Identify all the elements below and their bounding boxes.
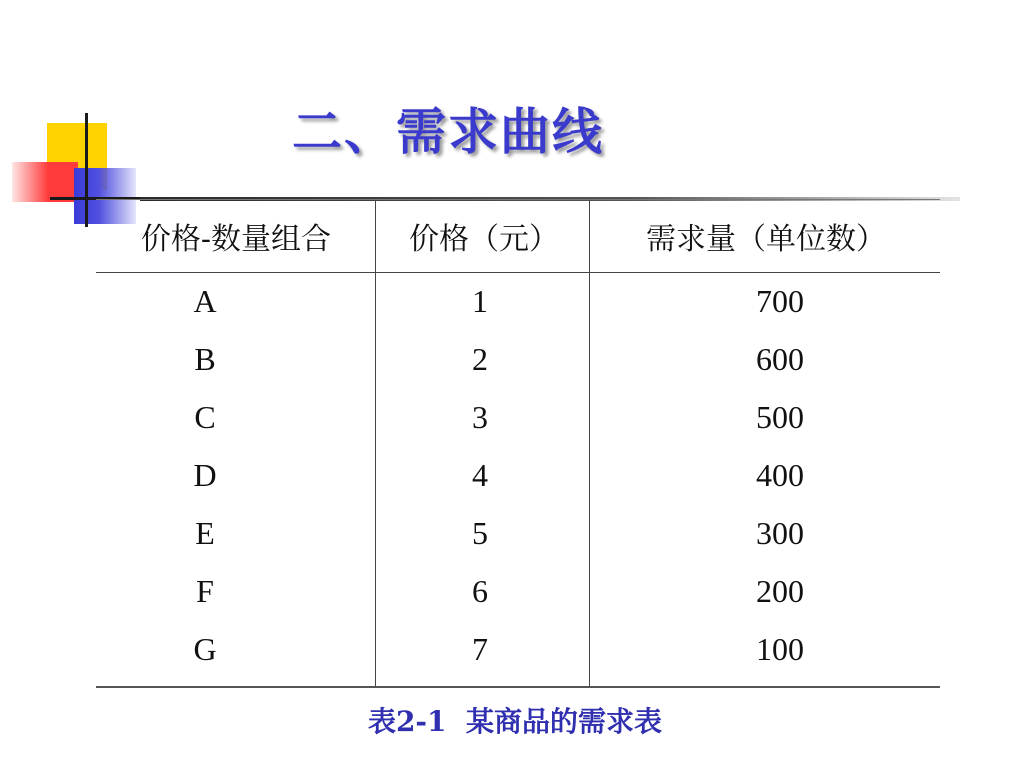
table-header-quantity: 需求量（单位数） xyxy=(646,222,886,257)
table-cell-combination: E xyxy=(195,515,215,551)
table-header-price: 价格（元） xyxy=(409,222,559,257)
table-row xyxy=(0,276,1024,334)
decorative-red-square xyxy=(12,162,78,202)
table-cell-quantity: 600 xyxy=(756,341,804,377)
table-cell-combination: F xyxy=(196,573,214,609)
table-cell-combination: D xyxy=(193,457,217,493)
table-cell-price: 3 xyxy=(472,399,488,435)
table-cell-price: 4 xyxy=(472,457,488,493)
table-cell-quantity: 300 xyxy=(756,515,804,551)
table-cell-quantity: 500 xyxy=(756,399,804,435)
table-cell-quantity: 200 xyxy=(756,573,804,609)
table-cell-price: 5 xyxy=(472,515,488,551)
table-cell-price: 6 xyxy=(472,573,488,609)
table-bottom-border xyxy=(96,686,940,688)
table-cell-combination: C xyxy=(194,399,216,435)
table-cell-combination: G xyxy=(193,631,217,667)
table-caption: 表2-1 某商品的需求表 xyxy=(367,705,663,738)
table-row xyxy=(0,624,1024,682)
table-top-border xyxy=(96,199,940,200)
table-header-combination: 价格-数量组合 xyxy=(140,222,332,257)
decorative-vertical-line xyxy=(85,113,88,227)
table-row xyxy=(0,334,1024,392)
table-row xyxy=(0,508,1024,566)
table-row xyxy=(0,392,1024,450)
table-row xyxy=(0,450,1024,508)
table-row xyxy=(0,566,1024,624)
table-cell-price: 1 xyxy=(472,283,488,319)
table-cell-quantity: 400 xyxy=(756,457,804,493)
table-body xyxy=(0,276,1024,682)
table-cell-combination: B xyxy=(194,341,216,377)
table-cell-price: 2 xyxy=(472,341,488,377)
table-header-border xyxy=(96,272,940,273)
table-cell-quantity: 700 xyxy=(756,283,804,319)
table-cell-quantity: 100 xyxy=(756,631,804,667)
table-cell-combination: A xyxy=(193,283,217,319)
table-cell-price: 7 xyxy=(472,631,488,667)
slide-title: 二、需求曲线 xyxy=(292,103,604,161)
